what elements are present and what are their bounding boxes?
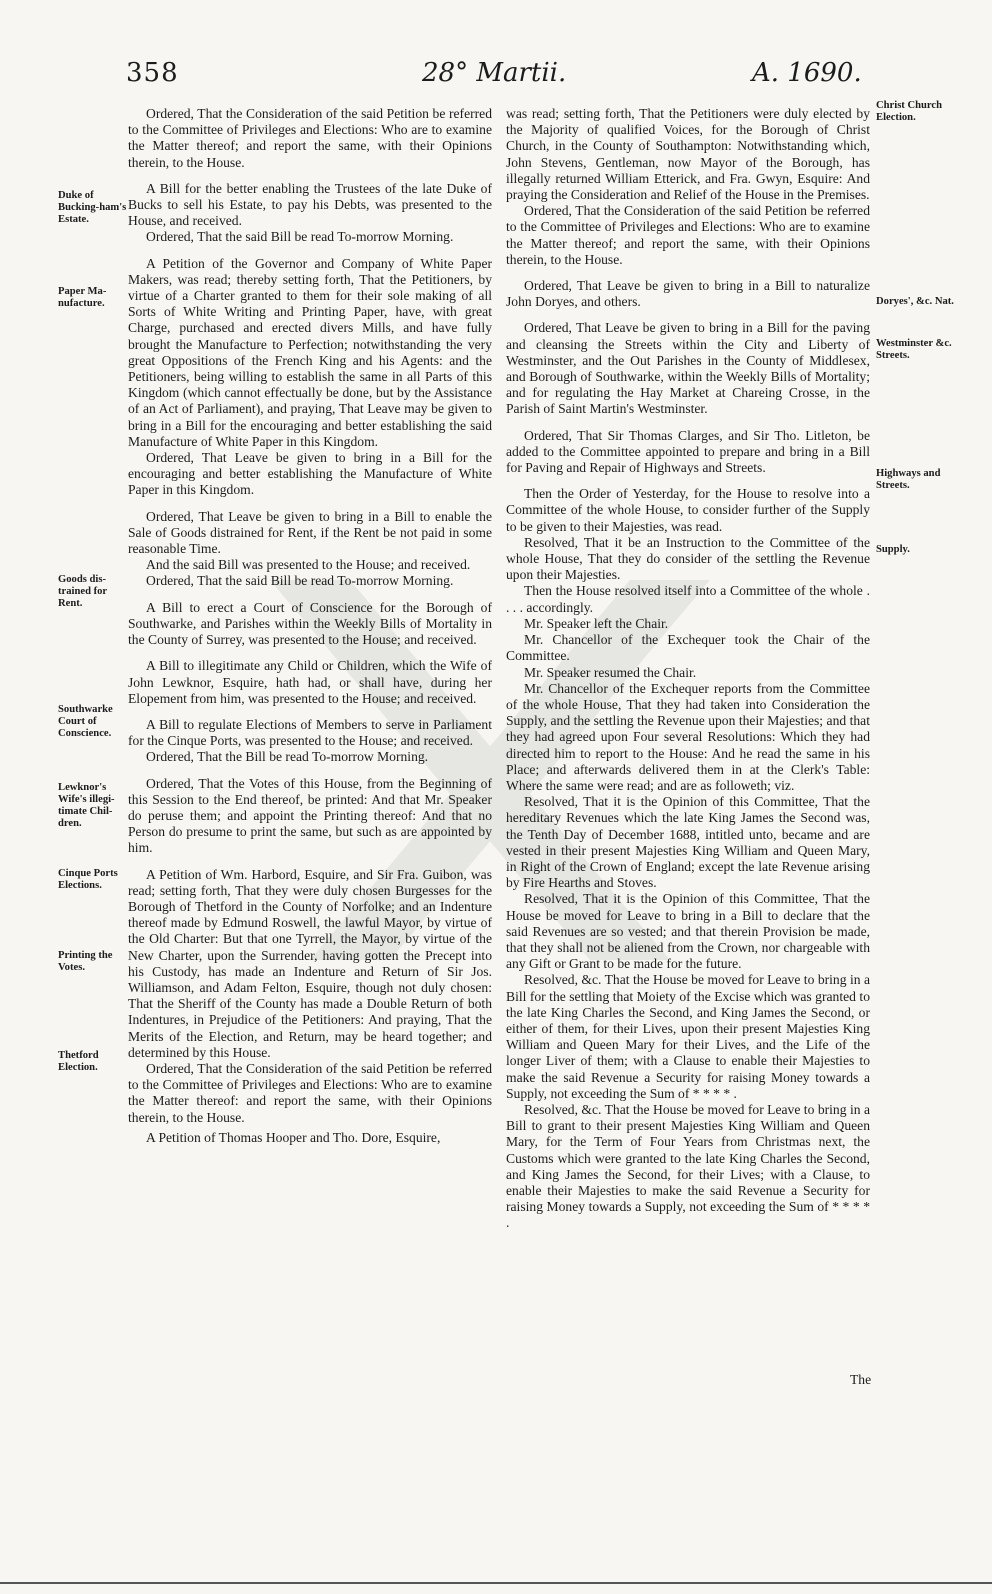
page-year: A. 1690.: [752, 58, 862, 88]
paragraph: Resolved, &c. That the House be moved for Leave to bring in a Bill for the settling that Moiety of the Excise which was granted to the late King Charles the Second, and King James the Second, or either of them, for their Lives, upon their present Majesties King William and Queen Mary for their Lives, and the Life of the longer Liver of them; with a Clause to enable their Majesties to make the said Revenue a Security for raising Money towards a Supply, not exceeding the Sum of * * * * .: [506, 972, 870, 1101]
margin-note: Doryes', &c. Nat.: [876, 296, 954, 307]
paragraph: A Bill to regulate Elections of Members to serve in Parliament for the Cinque Ports, was presented to the House; and received.: [128, 716, 492, 749]
paragraph: Ordered, That the Consideration of the said Petition be referred to the Committee of Privileges and Elections: Who are to examine the Matter thereof: and report the same, with their Opinions therein, to the House.: [128, 1060, 492, 1125]
margin-note: Highways and Streets.: [876, 468, 941, 491]
page-number: 358: [126, 58, 179, 88]
paragraph: Ordered, That the Consideration of the said Petition be referred to the Committee of Privileges and Elections: Who are to examine the Matter thereof; and report the same, with their Opinions therein, to the House.: [506, 203, 870, 267]
paragraph: Then the Order of Yesterday, for the House to resolve into a Committee of the whole House, to consider further of the Supply to be given to their Majesties, was read.: [506, 486, 870, 534]
paragraph: Ordered, That the said Bill be read To-morrow Morning.: [146, 229, 454, 245]
catchword: The: [850, 1372, 872, 1387]
paragraph: A Petition of the Governor and Company of White Paper Makers, was read; thereby setting forth, That the Petitioners, by virtue of a Charter granted to them for their sole making of all Sorts of White Writing and Printing Paper, have, with great Charge, purchased and erected divers Mills, and have fully brought the Manufacture to Perfection; notwithstanding the very great Oppositions of the French King and his Agents: and the Petitioners, being willing to establish the same in all Parts of this Kingdom (which cannot effectually be done, but by the Assistance of an Act of Parliament), and praying, That Leave may be given to bring in a Bill for the encouraging and better establishing the said Manufacture of White Paper in this Kingdom.: [128, 255, 492, 449]
paragraph: Resolved, That it is the Opinion of this Committee, That the House be moved for Leave to bring in a Bill to declare that the said Revenues are so vested; and that therein Provision be made, that they shall not be aliened from the Crown, nor chargeable with any Gift or Grant to be made for the future.: [506, 891, 870, 972]
right-column: [506, 106, 870, 1236]
paragraph: Resolved, That it be an Instruction to the Committee of the whole House, That they do consider of the settling the Revenue upon their Majesties.: [506, 534, 870, 583]
margin-note: Printing the Votes.: [58, 950, 113, 973]
paragraph: A Bill to erect a Court of Conscience for the Borough of Southwarke, and Parishes within the Weekly Bills of Mortality in the County of Surrey, was presented to the House; and received.: [128, 599, 492, 648]
paragraph: Resolved, That it is the Opinion of this Committee, That the hereditary Revenues which the late King James the Second was, the Tenth Day of December 1688, intitled unto, became and are vested in their present Majesties King William and Queen Mary, in Right of the Crown of England; except the late Revenue arising by Fire Hearths and Stoves.: [506, 794, 870, 891]
paragraph: Ordered, That the Votes of this House, from the Beginning of this Session to the End thereof, be printed: And that Mr. Speaker do peruse them; and appoint the Printing thereof: And that no Person do presume to print the same, but such as are appointed by him.: [128, 775, 492, 856]
margin-note: Lewknor's Wife's illegi-timate Chil-dren.: [58, 782, 115, 829]
margin-note: Westminster &c. Streets.: [876, 338, 952, 361]
paragraph: Ordered, That Leave be given to bring in a Bill for the encouraging and better establishing the Manufacture of White Paper in this Kingdom.: [128, 450, 492, 498]
paragraph: Then the House resolved itself into a Committee of the whole . . . . accordingly.: [506, 583, 870, 615]
paragraph: Mr. Speaker left the Chair.: [524, 615, 669, 631]
paragraph: Resolved, &c. That the House be moved for Leave to bring in a Bill to grant to their present Majesties King William and Queen Mary, for the Term of Four Years from Christmas next, the Customs which were granted to the late King Charles the Second, and King James the Second, for their Lives; with a Clause, to enable their Majesties to make the said Revenue a Security for raising Money towards a Supply, not exceeding the Sum of * * * * .: [506, 1101, 870, 1231]
paragraph: Mr. Speaker resumed the Chair.: [524, 664, 697, 680]
paragraph: Ordered, That Leave be given to bring in a Bill for the paving and cleansing the Streets within the City and Liberty of Westminster, and the Out Parishes in the County of Middlesex, and Borough of Southwarke, within the Weekly Bills of Mortality; and for regulating the Hay Market at Chareing Crosse, in the Parish of Saint Martin's Westminster.: [506, 320, 870, 417]
paragraph: Ordered, That the said Bill be read To-morrow Morning.: [146, 573, 454, 589]
paragraph: A Bill to illegitimate any Child or Children, which the Wife of John Lewknor, Esquire, hath had, or shall have, during her Elopement from him, was presented to the House; and received.: [128, 658, 492, 706]
paragraph: A Petition of Thomas Hooper and Tho. Dore, Esquire,: [146, 1129, 441, 1145]
margin-note: Goods dis-trained for Rent.: [58, 574, 107, 609]
paragraph: Ordered, That the Bill be read To-morrow Morning.: [146, 749, 429, 765]
paragraph: A Bill for the better enabling the Trustees of the late Duke of Bucks to sell his Estate, to pay his Debts, was presented to the House, and received.: [128, 180, 492, 229]
paragraph: Mr. Chancellor of the Exchequer reports from the Committee of the whole House, That they had taken into Consideration the Supply, and the settling the Revenue upon their Majesties; and that they had agreed upon Four several Resolutions: Which they had directed him to report to the House: And he read the same in his Place; and afterwards delivered them in at the Clerk's Table: Where the same were read; and are as followeth; viz.: [506, 680, 870, 793]
margin-note: Cinque Ports Elections.: [58, 868, 118, 891]
paragraph: was read; setting forth, That the Petitioners were duly elected by the Majority of qualified Voices, for the Borough of Christ Church, in the County of Southampton: Notwithstanding which, John Stevens, Gentleman, now Mayor of the Borough, has illegally returned William Etterick, and Fra. Gwyn, Esquire: And praying the Consideration and Relief of the House in the Premises.: [506, 106, 870, 203]
margin-note: Christ Church Election.: [876, 100, 943, 123]
paragraph: Ordered, That the Consideration of the said Petition be referred to the Committee of Privileges and Elections: Who are to examine the Matter thereof; and report the same, with their Opinions therein, to the House.: [128, 106, 492, 170]
page-date: 28° Martii.: [422, 58, 567, 88]
page-header: [0, 58, 992, 102]
paragraph: Ordered, That Sir Thomas Clarges, and Sir Tho. Litleton, be added to the Committee appointed to prepare and bring in a Bill for Paving and Repair of Highways and Streets.: [506, 427, 870, 476]
bottom-rule: [0, 1582, 992, 1584]
margin-note: Southwarke Court of Conscience.: [58, 704, 113, 739]
margin-note: Duke of Bucking-ham's Estate.: [58, 190, 127, 225]
paragraph: A Petition of Wm. Harbord, Esquire, and Sir Fra. Guibon, was read; setting forth, That they were duly chosen Burgesses for the Borough of Thetford in the County of Norfolke; and an Indenture thereof made by Edmund Roswell, the lawful Mayor, by virtue of the Old Charter: But that one Tyrrell, the Mayor, by virtue of the New Charter, upon the Surrender, having gotten the Precept into his Custody, has made an Indenture and Return of Sir Jos. Williamson, and Adam Felton, Esquire, though not duly chosen: That the Sheriff of the County has made a Double Return of both Indentures, in Prejudice of the Petitioners: And praying, That the Merits of the Election, and Return, may be heard together; and determined by this House.: [128, 866, 492, 1060]
margin-note: Supply.: [876, 544, 910, 555]
left-column: [128, 106, 492, 1156]
paragraph: Mr. Chancellor of the Exchequer took the Chair of the Committee.: [506, 632, 870, 664]
margin-note: Paper Ma-nufacture.: [58, 286, 107, 309]
paragraph: And the said Bill was presented to the House; and received.: [146, 557, 471, 573]
margin-note: Thetford Election.: [58, 1050, 99, 1073]
paragraph: Ordered, That Leave be given to bring in a Bill to enable the Sale of Goods distrained for Rent, if the Rent be not paid in some reasonable Time.: [128, 508, 492, 557]
paragraph: Ordered, That Leave be given to bring in a Bill to naturalize John Doryes, and others.: [506, 278, 870, 310]
